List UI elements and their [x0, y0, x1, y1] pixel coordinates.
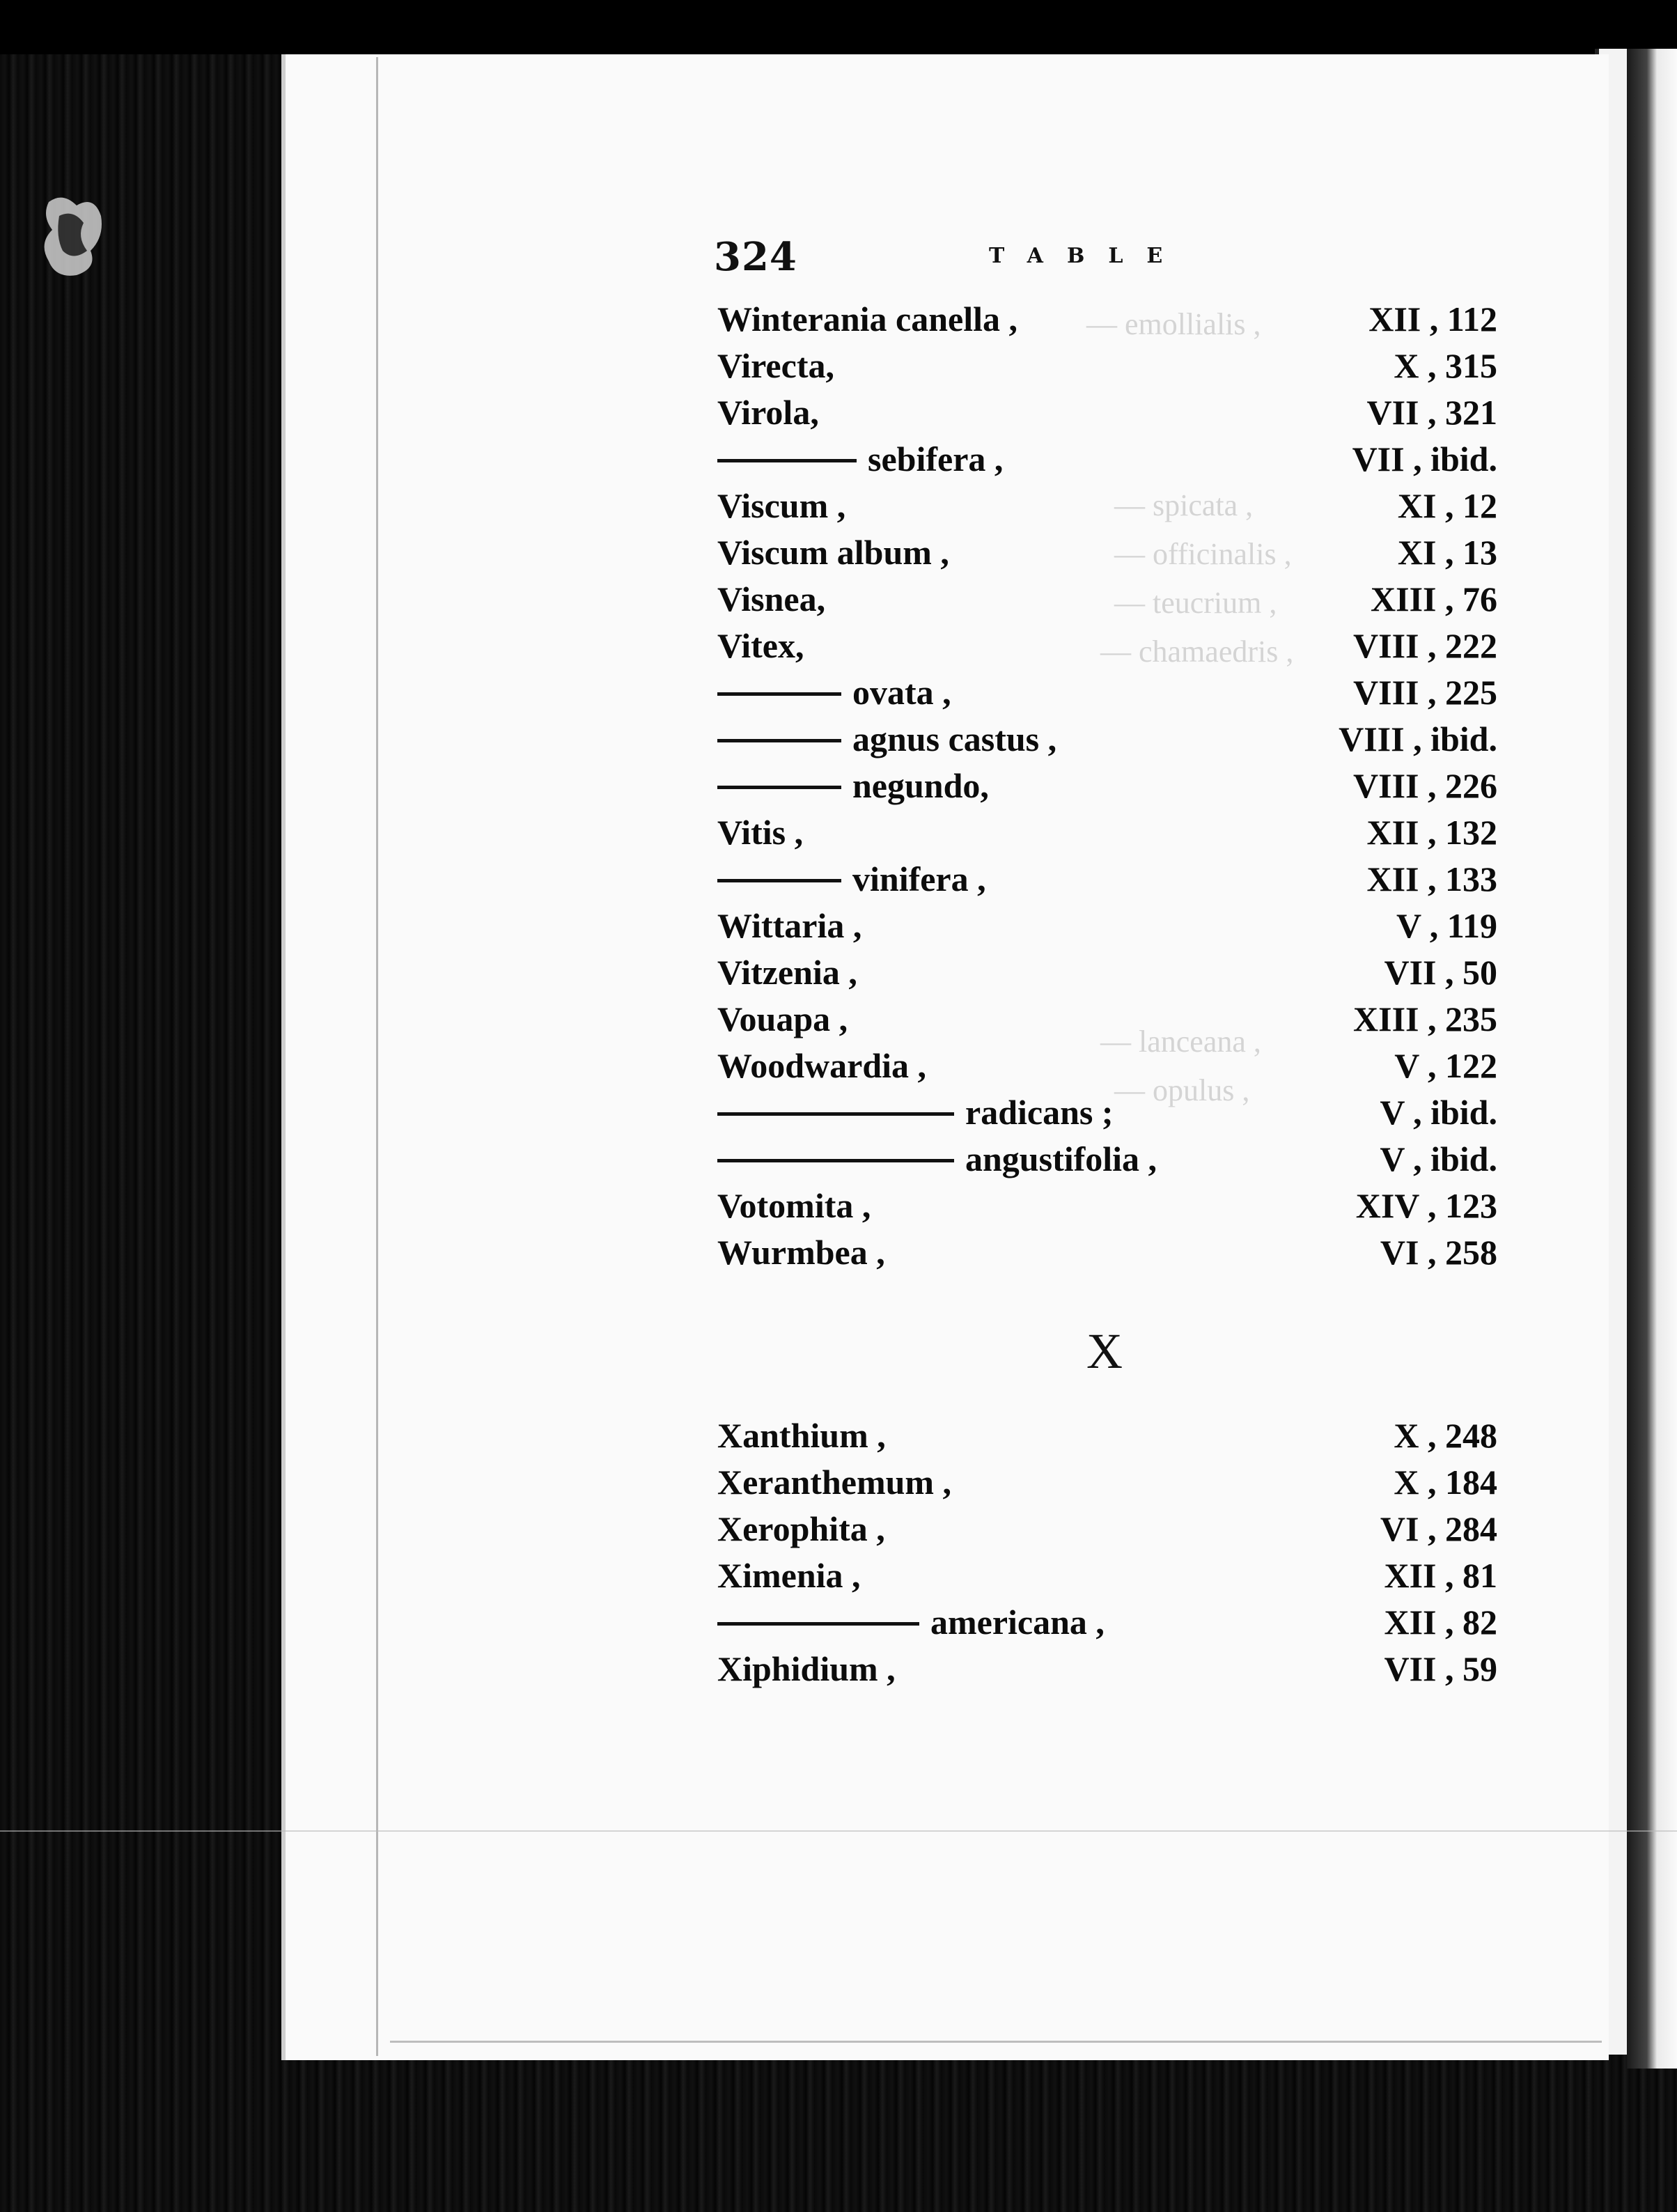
page-header: [714, 234, 1497, 283]
bleed-through-text: — lanceana ,: [1100, 1025, 1261, 1059]
index-term: [717, 1646, 896, 1692]
page-bottom-edge: [390, 2034, 1602, 2043]
index-reference: VI , 284: [1380, 1509, 1497, 1548]
bleed-through-text: — spicata ,: [1114, 488, 1254, 522]
index-term-text: Vouapa ,: [717, 999, 848, 1038]
back-page-shadow: [1627, 49, 1677, 2069]
scan-top-border: [0, 0, 1677, 54]
index-entry: [717, 1136, 1497, 1183]
index-reference: XI , 12: [1397, 486, 1497, 525]
index-entry: [717, 716, 1497, 763]
index-entry: [717, 903, 1497, 949]
index-reference: XII , 132: [1366, 813, 1497, 852]
index-reference: VII , 321: [1366, 393, 1497, 432]
index-term: [717, 1506, 885, 1552]
index-term: [717, 483, 845, 529]
index-term: [717, 296, 1017, 343]
ditto-dash: [717, 459, 857, 462]
index-entry: [717, 343, 1497, 389]
index-term: [717, 1136, 1157, 1183]
index-term: [717, 436, 1003, 483]
index-reference: X , 248: [1394, 1416, 1497, 1455]
ditto-dash: [717, 879, 841, 882]
index-entry: [717, 1459, 1497, 1506]
index-reference: VIII , 222: [1353, 626, 1497, 665]
index-entry: [717, 1229, 1497, 1276]
index-term: [717, 1229, 885, 1276]
index-reference: XIII , 235: [1353, 999, 1497, 1038]
index-term: [717, 856, 986, 903]
index-term: [717, 1459, 951, 1506]
index-term-text: Visnea,: [717, 579, 826, 618]
index-entry: [717, 1412, 1497, 1459]
index-entry: [717, 949, 1497, 996]
index-term-text: Virola,: [717, 393, 819, 432]
index-reference: XII , 112: [1368, 299, 1497, 338]
index-entry: [717, 856, 1497, 903]
index-term-text: vinifera ,: [852, 859, 986, 898]
index-term-text: ovata ,: [852, 673, 951, 712]
ditto-dash: [717, 1622, 919, 1626]
index-term: [717, 576, 825, 623]
index-term-text: Virecta,: [717, 346, 834, 385]
index-term-text: Vitis ,: [717, 813, 804, 852]
index-entry: [717, 389, 1497, 436]
bleed-through-text: — teucrium ,: [1114, 586, 1277, 620]
index-term-text: Votomita ,: [717, 1186, 871, 1225]
page-inner-edge: [376, 57, 391, 2056]
bleed-through-text: — chamaedris ,: [1100, 634, 1294, 669]
index-term: [717, 623, 804, 669]
index-term: [717, 996, 848, 1043]
index-term-text: Vitex,: [717, 626, 804, 665]
index-term-text: Woodwardia ,: [717, 1046, 927, 1085]
index-entry: [717, 436, 1497, 483]
index-reference: VIII , 226: [1353, 766, 1497, 805]
index-entry: [717, 1183, 1497, 1229]
index-entry: [717, 576, 1497, 623]
index-reference: VI , 258: [1380, 1233, 1497, 1272]
index-reference: XIV , 123: [1355, 1186, 1497, 1225]
index-reference: V , 122: [1394, 1046, 1497, 1085]
index-entry: [717, 809, 1497, 856]
index-reference: XII , 82: [1384, 1603, 1497, 1642]
index-reference: XII , 81: [1384, 1556, 1497, 1595]
index-entry: [717, 1089, 1497, 1136]
index-term: [717, 716, 1056, 763]
index-term-text: Xeranthemum ,: [717, 1463, 952, 1502]
index-term: [717, 1599, 1105, 1646]
index-entry: [717, 1599, 1497, 1646]
index-term-text: americana ,: [930, 1603, 1105, 1642]
ditto-dash: [717, 739, 841, 742]
index-entry: [717, 529, 1497, 576]
index-section-w: [717, 296, 1497, 1276]
index-term: [717, 1043, 926, 1089]
index-entry: [717, 1646, 1497, 1692]
index-term-text: Vitzenia ,: [717, 953, 857, 992]
index-term-text: agnus castus ,: [852, 719, 1057, 758]
library-stamp-mark: [35, 188, 111, 286]
ditto-dash: [717, 692, 841, 696]
index-entry: [717, 669, 1497, 716]
index-reference: V , ibid.: [1380, 1139, 1497, 1178]
index-term-text: Xerophita ,: [717, 1509, 885, 1548]
index-term: [717, 1183, 871, 1229]
running-head: TABLE: [989, 244, 1187, 268]
page-number: 324: [714, 234, 797, 280]
scan-line: [0, 1830, 1677, 1832]
bleed-through-text: — officinalis ,: [1114, 537, 1292, 571]
index-term-text: Xiphidium ,: [717, 1649, 896, 1688]
index-term: [717, 809, 803, 856]
index-entry: [717, 1043, 1497, 1089]
index-reference: X , 184: [1394, 1463, 1497, 1502]
index-entry: [717, 763, 1497, 809]
index-reference: V , 119: [1396, 906, 1497, 945]
index-reference: XIII , 76: [1371, 579, 1497, 618]
index-entry: [717, 1506, 1497, 1552]
index-reference: XI , 13: [1397, 533, 1497, 572]
index-term: [717, 389, 819, 436]
index-term: [717, 343, 834, 389]
index-term-text: angustifolia ,: [965, 1139, 1157, 1178]
index-term: [717, 949, 857, 996]
index-reference: VIII , 225: [1353, 673, 1497, 712]
index-term: [717, 669, 951, 716]
index-term-text: Xanthium ,: [717, 1416, 886, 1455]
index-reference: VII , ibid.: [1352, 439, 1497, 478]
index-term-text: radicans ;: [965, 1093, 1114, 1132]
index-term: [717, 763, 989, 809]
index-entry: [717, 996, 1497, 1043]
ditto-dash: [717, 1112, 954, 1116]
index-term-text: Wittaria ,: [717, 906, 862, 945]
index-term-text: Viscum album ,: [717, 533, 949, 572]
index-term: [717, 903, 861, 949]
index-term-text: Ximenia ,: [717, 1556, 861, 1595]
index-reference: XII , 133: [1366, 859, 1497, 898]
index-term: [717, 1552, 861, 1599]
index-reference: VIII , ibid.: [1339, 719, 1497, 758]
index-reference: VII , 50: [1384, 953, 1497, 992]
index-term: [717, 1412, 886, 1459]
bleed-through-text: — emollialis ,: [1086, 307, 1261, 341]
index-reference: V , ibid.: [1380, 1093, 1497, 1132]
ditto-dash: [717, 786, 841, 789]
index-section-x: [717, 1412, 1497, 1692]
bleed-through-text: — opulus ,: [1114, 1073, 1250, 1107]
index-entry: [717, 296, 1497, 343]
index-entry: [717, 483, 1497, 529]
index-term-text: negundo,: [852, 766, 989, 805]
index-term: [717, 529, 949, 576]
index-term-text: Wurmbea ,: [717, 1233, 885, 1272]
index-term-text: Winterania canella ,: [717, 299, 1018, 338]
section-letter: X: [1086, 1323, 1123, 1379]
index-reference: VII , 59: [1384, 1649, 1497, 1688]
index-term: [717, 1089, 1114, 1136]
index-reference: X , 315: [1394, 346, 1497, 385]
index-entry: [717, 1552, 1497, 1599]
index-entry: [717, 623, 1497, 669]
index-term-text: Viscum ,: [717, 486, 846, 525]
ditto-dash: [717, 1159, 954, 1162]
index-term-text: sebifera ,: [868, 439, 1004, 478]
